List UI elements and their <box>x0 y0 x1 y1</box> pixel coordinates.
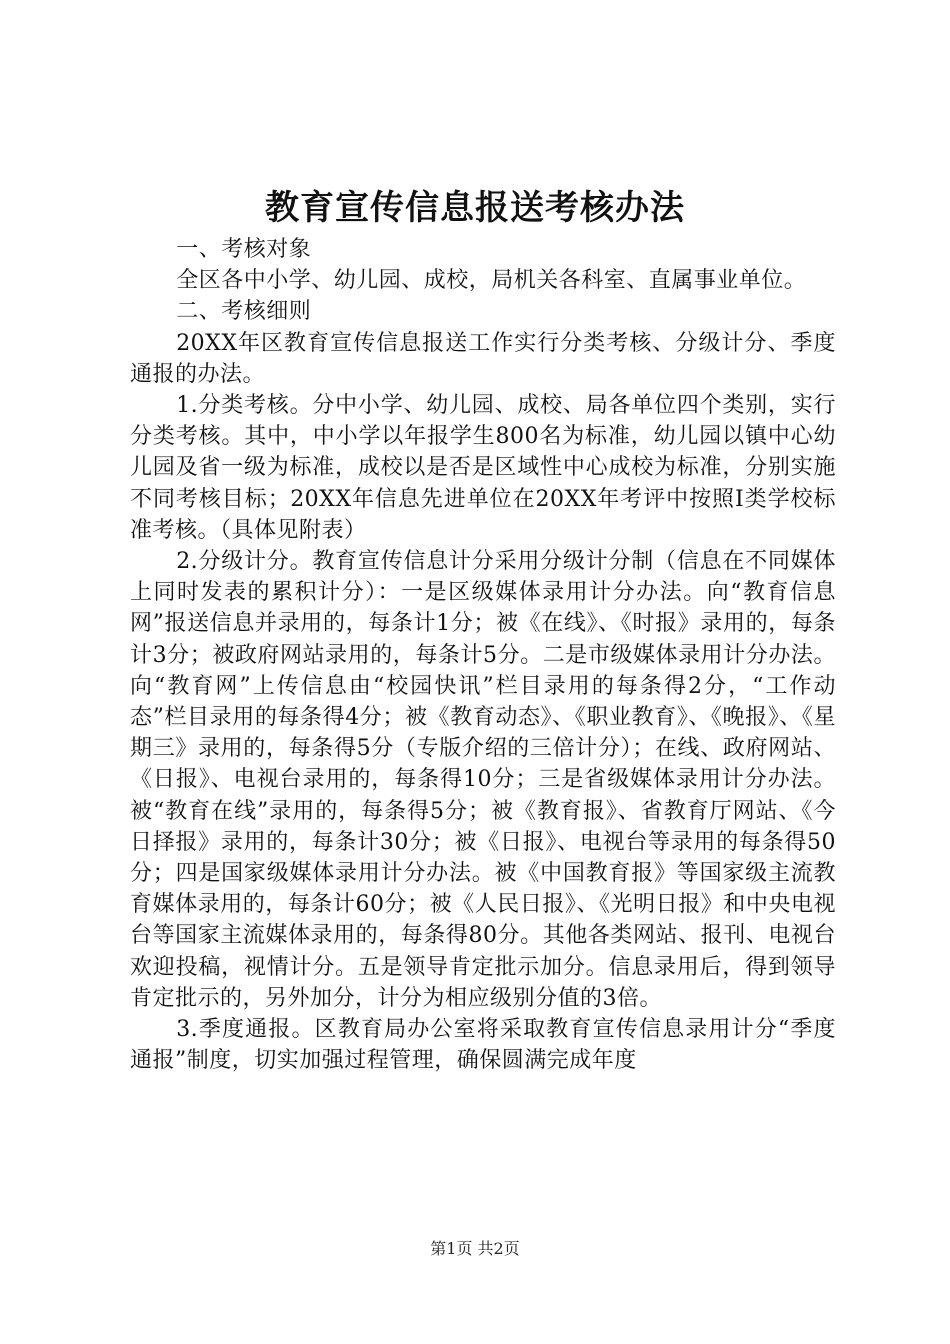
paragraph-graded-scoring: 2.分级计分。教育宣传信息计分采用分级计分制（信息在不同媒体上同时发表的累积计分）：一是区级媒体录用计分办法。向“教育信息网”报送信息并录用的，每条计1分；被《在线》、《时报》录用的，每条计3分；被政府网站录用的，每条计5分。二是市级媒体录用计分办法。向“教育网”上传信息由“校园快讯”栏目录用的每条得2分，“工作动态”栏目录用的每条得4分；被《教育动态》、《职业教育》、《晚报》、《星期三》录用的，每条得5分（专版介绍的三倍计分）；在线、政府网站、《日报》、电视台录用的，每条得10分；三是省级媒体录用计分办法。被“教育在线”录用的，每条得5分；被《教育报》、省教育厅网站、《今日择报》录用的，每条计30分；被《日报》、电视台等录用的每条得50分；四是国家级媒体录用计分办法。被《中国教育报》等国家级主流教育媒体录用的，每条计60分；被《人民日报》、《光明日报》和中央电视台等国家主流媒体录用的，每条得80分。其他各类网站、报刊、电视台欢迎投稿，视情计分。五是领导肯定批示加分。信息录用后，得到领导肯定批示的，另外加分，计分为相应级别分值的3倍。 <box>130 549 837 1011</box>
paragraph-quarterly-report: 3.季度通报。区教育局办公室将采取教育宣传信息录用计分“季度通报”制度，切实加强过程管理，确保圆满完成年度 <box>130 1017 836 1074</box>
page-footer: 第1页 共2页 <box>430 1239 520 1258</box>
section-heading-assessment-rules: 二、考核细则 <box>176 299 312 325</box>
document-title: 教育宣传信息报送考核办法 <box>265 188 685 228</box>
document-body <box>130 234 836 1076</box>
section-heading-assessment-targets: 一、考核对象 <box>176 237 312 262</box>
paragraph-rules-overview: 20XX年区教育宣传信息报送工作实行分类考核、分级计分、季度通报的办法。 <box>130 330 836 387</box>
paragraph-assessment-targets: 全区各中小学、幼儿园、成校，局机关各科室、直属事业单位。 <box>176 268 807 294</box>
paragraph-classified-assessment: 1.分类考核。分中小学、幼儿园、成校、局各单位四个类别，实行分类考核。其中，中小学以年报学生800名为标准，幼儿园以镇中心幼儿园及省一级为标准，成校以是否是区域性中心成校为标准，分别实施不同考核目标；20XX年信息先进单位在20XX年考评中按照Ⅰ类学校标准考核。（具体见附表） <box>130 393 836 543</box>
